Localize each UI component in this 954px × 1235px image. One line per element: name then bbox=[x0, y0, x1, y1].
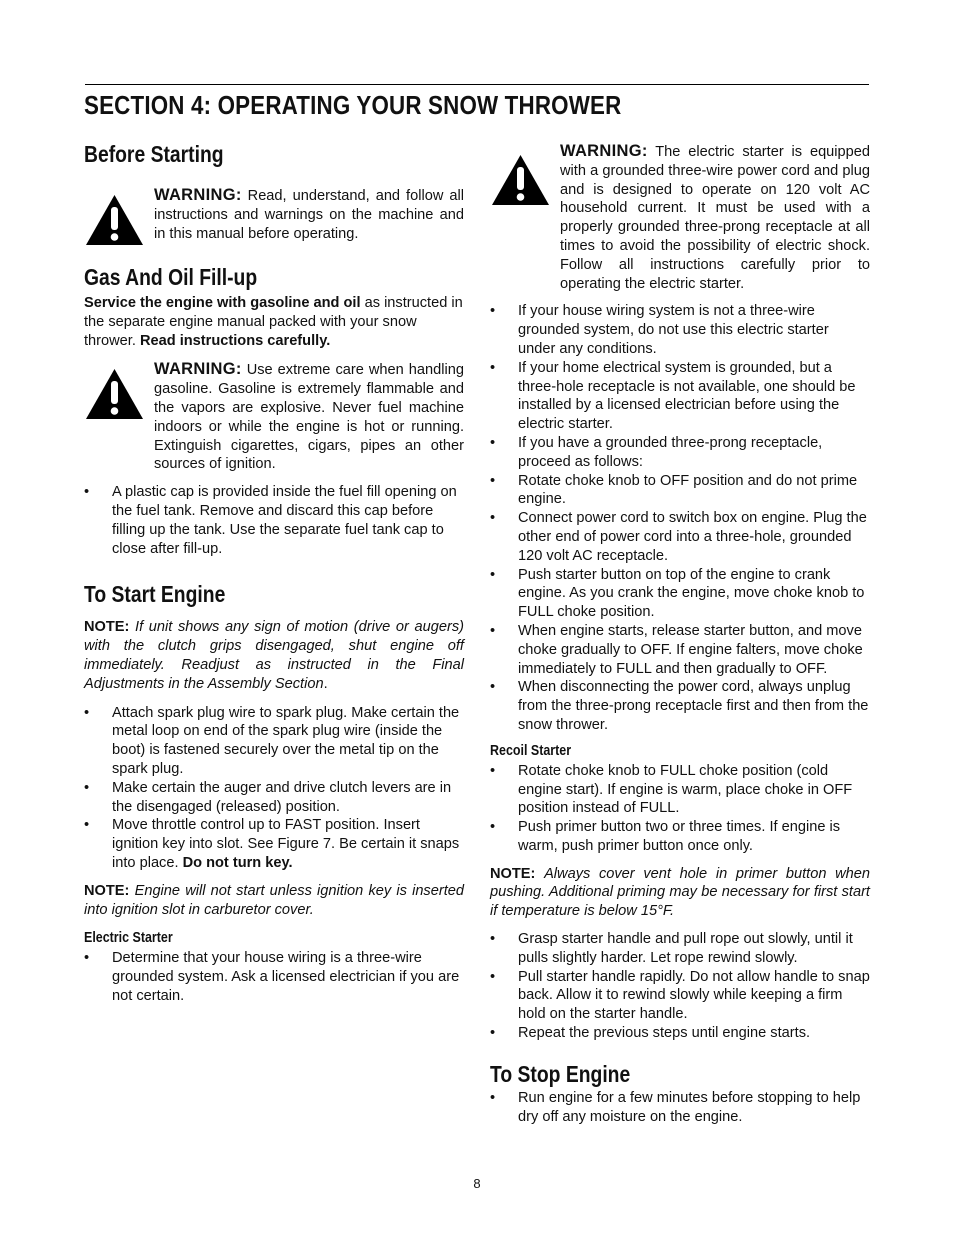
warning-triangle-icon bbox=[85, 194, 144, 246]
stop-engine-bullets bbox=[490, 1089, 870, 1127]
warning-triangle-icon bbox=[491, 154, 550, 206]
list-item: • Push starter button on top of the engine to crank engine. As you crank the engine, move choke knob to FULL choke position. bbox=[490, 566, 870, 622]
list-item: • Make certain the auger and drive clutch levers are in the disengaged (released) position. bbox=[84, 779, 464, 817]
warning-gasoline bbox=[84, 360, 464, 474]
list-item: • Determine that your house wiring is a three-wire grounded system. Ask a licensed electrician if you are not certain. bbox=[84, 949, 464, 1005]
section-title: SECTION 4: OPERATING YOUR SNOW THROWER bbox=[84, 90, 622, 120]
list-item: • If your house wiring system is not a three-wire grounded system, do not use this electric starter under any conditions. bbox=[490, 302, 870, 358]
list-item: • A plastic cap is provided inside the fuel fill opening on the fuel tank. Remove and discard this cap before filling up the tank. Use the separate fuel tank cap to close after fill-up. bbox=[84, 483, 464, 558]
list-item: • When disconnecting the power cord, always unplug from the three-prong receptacle first and then from the snow thrower. bbox=[490, 678, 870, 734]
recoil-starter-bullets-2 bbox=[490, 930, 870, 1043]
heading-gas-oil: Gas And Oil Fill-up bbox=[84, 264, 258, 290]
page-number: 8 bbox=[473, 1176, 481, 1191]
warning-text: Read, understand, and follow all instructions and warnings on the machine and in this manual before operating. bbox=[154, 188, 464, 242]
warning-text: Use extreme care when handling gasoline. Gasoline is extremely flammable and the vapors are explosive. Never fuel machine indoors or while the engine is hot or running. Extinguish cigarettes, cigars, pipes an other sources of ignition. bbox=[154, 362, 464, 473]
heading-recoil-starter: Recoil Starter bbox=[490, 742, 572, 759]
note-primer: NOTE: Always cover vent hole in primer button when pushing. Additional priming may be necessary for first start if temperature is below 15°F. bbox=[490, 865, 870, 920]
warning-text: The electric starter is equipped with a grounded three-wire power cord and plug and is designed to operate on 120 volt AC household current. It must be used with a properly grounded three-prong receptacle at all times to avoid the possibility of electric shock. Follow all instructions carefully prior to operating the electric starter. bbox=[560, 144, 871, 292]
electric-starter-bullets bbox=[84, 949, 464, 1005]
start-engine-bullets bbox=[84, 704, 464, 873]
warning-label: WARNING: bbox=[154, 360, 242, 379]
warning-before-starting bbox=[84, 186, 464, 246]
list-item: • Pull starter handle rapidly. Do not allow handle to snap back. Allow it to rewind slowly while keeping a firm hold on the starter handle. bbox=[490, 968, 870, 1024]
note-ignition: NOTE: Engine will not start unless ignition key is inserted into ignition slot in carburetor cover. bbox=[84, 882, 464, 918]
warning-label: WARNING: bbox=[154, 186, 242, 204]
warning-electric-starter bbox=[490, 142, 870, 293]
list-item: • Run engine for a few minutes before stopping to help dry off any moisture on the engine. bbox=[490, 1089, 870, 1127]
right-column bbox=[490, 142, 870, 1126]
left-column bbox=[84, 140, 464, 1006]
list-item: • Move throttle control up to FAST position. Insert ignition key into slot. See Figure 7. Be certain it snaps into place. Do not turn key. bbox=[84, 816, 464, 872]
list-item: • Repeat the previous steps until engine starts. bbox=[490, 1024, 870, 1043]
warning-triangle-icon bbox=[85, 368, 144, 420]
recoil-starter-bullets bbox=[490, 762, 870, 856]
list-item: • If your home electrical system is grounded, but a three-hole receptacle is not available, one should be installed by a licensed electrician before using the electric starter. bbox=[490, 359, 870, 434]
electric-starter-steps bbox=[490, 302, 870, 734]
gas-oil-bullets bbox=[84, 483, 464, 558]
list-item: • Attach spark plug wire to spark plug. Make certain the metal loop on end of the spark plug wire (inside the boot) is fastened securely over the metal tip on the spark plug. bbox=[84, 704, 464, 779]
heading-before-starting: Before Starting bbox=[84, 141, 224, 167]
heading-electric-starter: Electric Starter bbox=[84, 930, 173, 947]
list-item: • If you have a grounded three-prong receptacle, proceed as follows: bbox=[490, 434, 870, 472]
heading-start-engine: To Start Engine bbox=[84, 581, 226, 608]
list-item: • Push primer button two or three times. If engine is warm, push primer button once only. bbox=[490, 818, 870, 856]
list-item: • Rotate choke knob to FULL choke position (cold engine start). If engine is warm, place choke in OFF position instead of FULL. bbox=[490, 762, 870, 818]
warning-label: WARNING: bbox=[560, 142, 648, 160]
gas-oil-intro: Service the engine with gasoline and oil as instructed in the separate engine manual packed with your snow thrower. Read instructions carefully. bbox=[84, 295, 463, 349]
list-item: • Connect power cord to switch box on engine. Plug the other end of power cord into a three-hole, grounded 120 volt AC receptacle. bbox=[490, 509, 870, 565]
heading-stop-engine: To Stop Engine bbox=[490, 1060, 631, 1087]
top-rule bbox=[85, 84, 869, 85]
note-start-engine: NOTE: If unit shows any sign of motion (drive or augers) with the clutch grips disengaged, shut engine off immediately. Readjust as instructed in the Final Adjustments in the Assembly Section. bbox=[84, 619, 464, 692]
list-item: • Rotate choke knob to OFF position and do not prime engine. bbox=[490, 472, 870, 510]
list-item: • When engine starts, release starter button, and move choke gradually to OFF. If engine falters, move choke immediately to FULL and then gradually to OFF. bbox=[490, 622, 870, 678]
list-item: • Grasp starter handle and pull rope out slowly, until it pulls slightly harder. Let rope rewind slowly. bbox=[490, 930, 870, 968]
